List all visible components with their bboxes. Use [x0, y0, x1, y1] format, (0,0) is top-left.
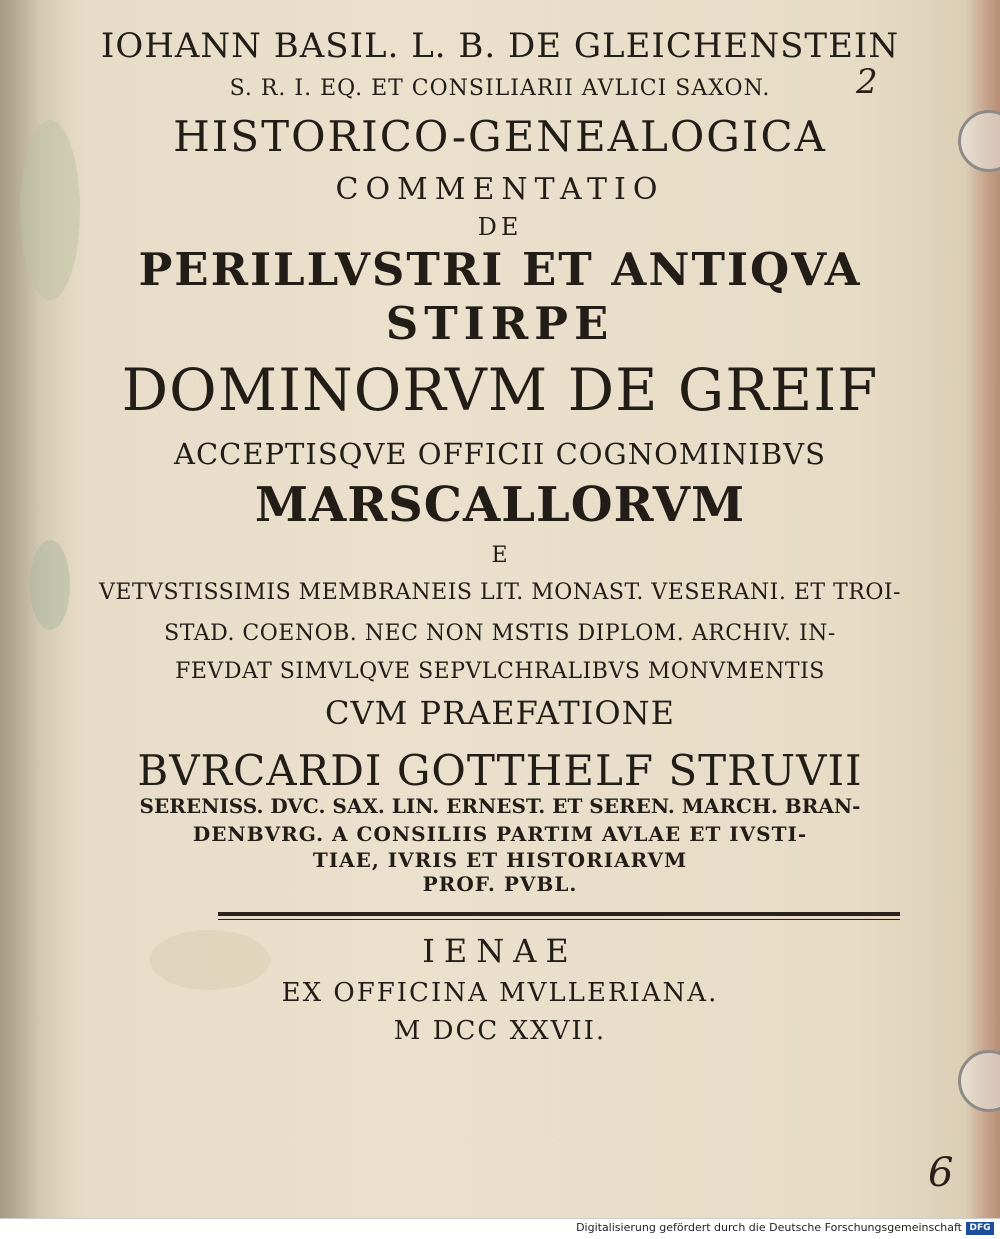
- imprint-place: IENAE: [422, 932, 578, 970]
- digitization-footer: [0, 1218, 1000, 1239]
- commentatio-heading: COMMENTATIO: [335, 172, 665, 207]
- credentials-line-4: PROF. PVBL.: [422, 872, 578, 896]
- thick-rule: [218, 912, 900, 916]
- dfg-logo: DFG: [966, 1222, 994, 1235]
- thin-rule: [218, 919, 900, 920]
- imprint-printer: EX OFFICINA MVLLERIANA.: [281, 978, 719, 1008]
- sources-line-2: STAD. COENOB. NEC NON MSTIS DIPLOM. ARCHIV. IN-: [164, 621, 836, 646]
- subject-line-4: ACCEPTISQVE OFFICII COGNOMINIBVS: [174, 437, 826, 471]
- author-line: IOHANN BASIL. L. B. DE GLEICHENSTEIN: [100, 26, 900, 66]
- subject-line-5: MARSCALLORVM: [254, 477, 746, 533]
- sources-line-1: VETVSTISSIMIS MEMBRANEIS LIT. MONAST. VESERANI. ET TROI-: [99, 580, 901, 605]
- preface-line: CVM PRAEFATIONE: [325, 694, 675, 732]
- subject-line-2: STIRPE: [385, 297, 615, 350]
- funding-credit: Digitalisierung gefördert durch die Deutsche Forschungsgemeinschaft: [576, 1221, 962, 1234]
- subject-line-1: PERILLVSTRI ET ANTIQVA: [138, 243, 862, 296]
- credentials-line-2: DENBVRG. A CONSILIIS PARTIM AVLAE ET IVSTI-: [192, 822, 808, 846]
- credentials-line-1: SERENISS. DVC. SAX. LIN. ERNEST. ET SEREN. MARCH. BRAN-: [139, 794, 861, 818]
- imprint-year: M DCC XXVII.: [393, 1016, 607, 1046]
- credentials-line-3: TIAE, IVRIS ET HISTORIARVM: [312, 848, 688, 872]
- preface-author: BVRCARDI GOTTHELF STRUVII: [137, 746, 863, 795]
- author-title: S. R. I. EQ. ET CONSILIARII AVLICI SAXON.: [229, 76, 771, 101]
- handwritten-mark: 2: [856, 62, 878, 102]
- de-word: DE: [477, 213, 523, 241]
- genre-heading: HISTORICO-GENEALOGICA: [173, 112, 827, 161]
- e-word: E: [491, 543, 509, 568]
- sources-line-3: FEVDAT SIMVLQVE SEPVLCHRALIBVS MONVMENTIS: [175, 659, 825, 684]
- subject-line-3: DOMINORVM DE GREIF: [121, 356, 879, 424]
- handwritten-page-number: 6: [928, 1150, 954, 1196]
- binding-ring-bottom: [958, 1050, 1000, 1112]
